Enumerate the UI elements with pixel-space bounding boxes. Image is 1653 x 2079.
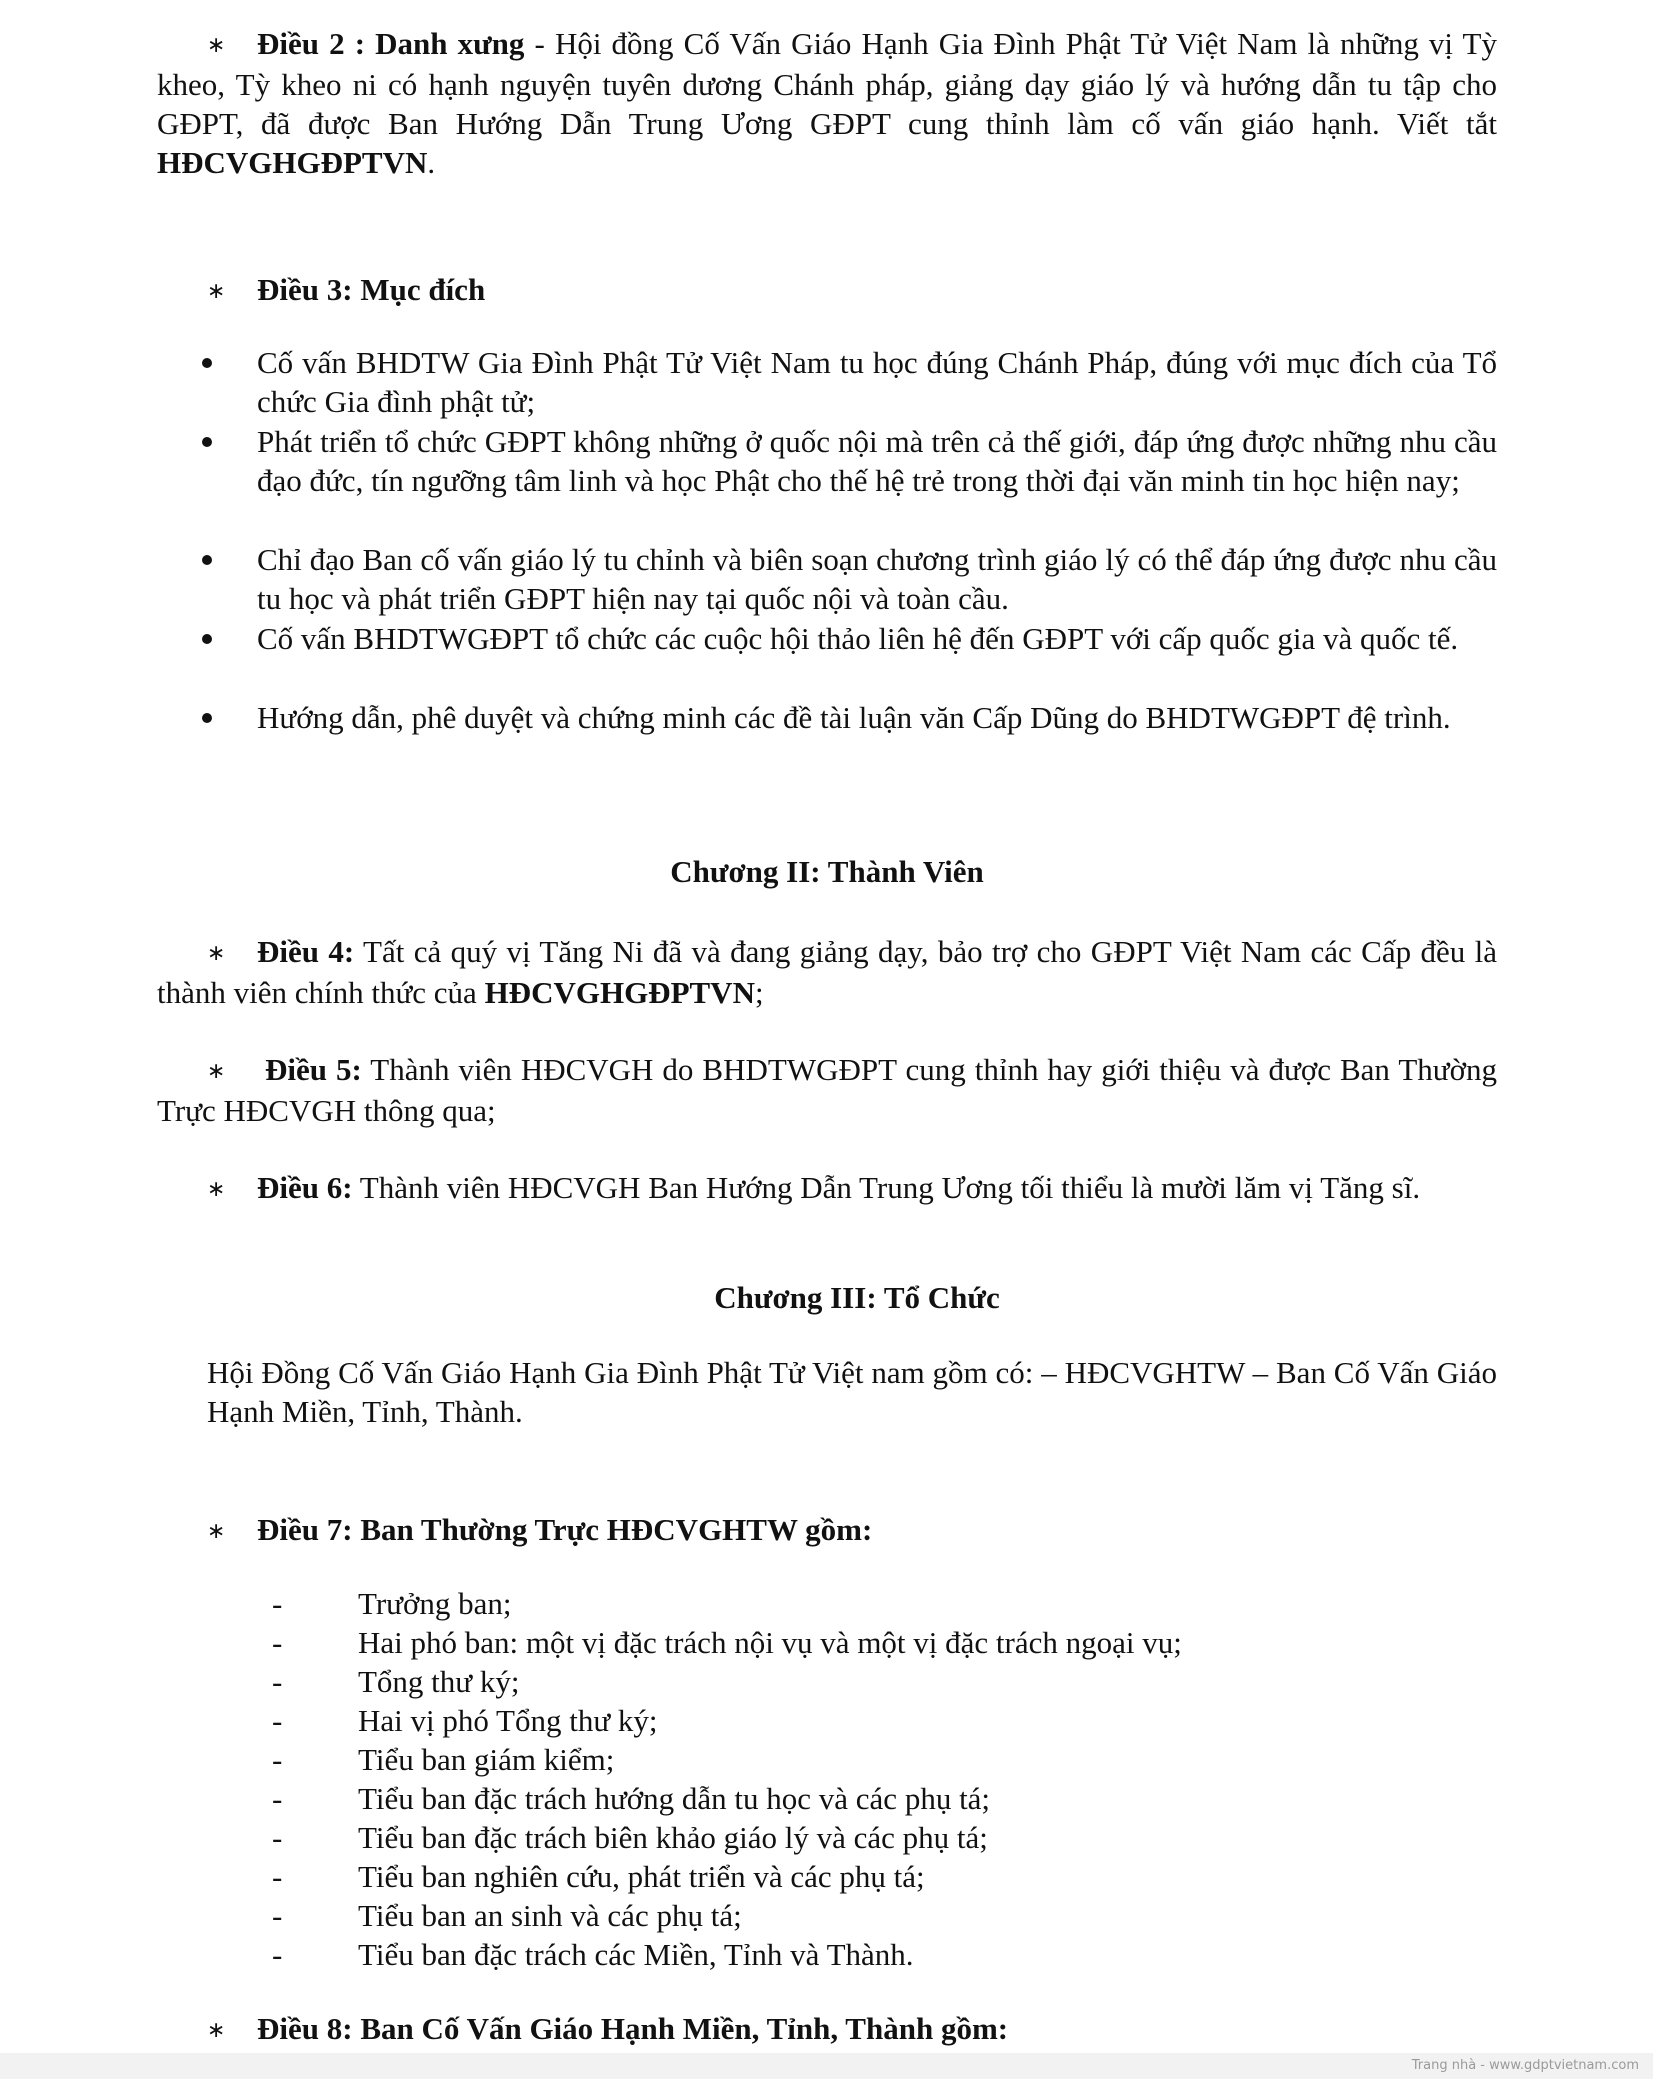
- article-8-title: Điều 8: Ban Cố Vấn Giáo Hạnh Miền, Tỉnh, Thành gồm:: [257, 2011, 1009, 2046]
- chapter-3-intro: Hội Đồng Cố Vấn Giáo Hạnh Gia Đình Phật Tử Việt nam gồm có: – HĐCVGHTW – Ban Cố Vấn Giáo Hạnh Miền, Tỉnh, Thành.: [207, 1355, 1497, 1429]
- article-4-tail: ;: [754, 975, 764, 1010]
- asterisk-icon: ∗: [207, 2018, 226, 2043]
- bullet-text: Chỉ đạo Ban cố vấn giáo lý tu chỉnh và biên soạn chương trình giáo lý có thể đáp ứng được nhu cầu tu học và phát triển GĐPT hiện nay tại quốc nội và toàn cầu.: [257, 542, 1497, 616]
- list-item-text: Tiểu ban nghiên cứu, phát triển và các phụ tá;: [358, 1859, 925, 1894]
- asterisk-icon: ∗: [207, 279, 226, 304]
- list-item: [272, 1623, 1182, 1662]
- article-3-title: Điều 3: Mục đích: [257, 272, 486, 307]
- list-item-text: Tiểu ban đặc trách các Miền, Tỉnh và Thành.: [358, 1937, 914, 1972]
- dash-marker: -: [272, 1664, 283, 1699]
- article-4-text: Tất cả quý vị Tăng Ni đã và đang giảng dạy, bảo trợ cho GĐPT Việt Nam các Cấp đều là thành viên chính thức của: [157, 934, 1497, 1010]
- dash-marker: -: [272, 1703, 283, 1738]
- dash-marker: -: [272, 1898, 283, 1933]
- dash-marker: -: [272, 1781, 283, 1816]
- article-2-label: Điều 2 : Danh xưng: [257, 26, 525, 61]
- footer-watermark: Trang nhà - www.gdptvietnam.com: [1411, 2058, 1639, 2073]
- asterisk-icon: ∗: [207, 1059, 226, 1084]
- article-5-label: Điều 5:: [265, 1052, 362, 1087]
- list-item-text: Tiểu ban an sinh và các phụ tá;: [358, 1898, 742, 1933]
- list-item: [272, 1935, 914, 1974]
- bullet-dot-icon: [202, 555, 212, 565]
- bullet-text: Hướng dẫn, phê duyệt và chứng minh các đề tài luận văn Cấp Dũng do BHDTWGĐPT đệ trình.: [257, 700, 1451, 735]
- bullet-dot-icon: [202, 634, 212, 644]
- list-item: [272, 1779, 991, 1818]
- list-item: [272, 1857, 925, 1896]
- chapter-3-heading: Chương III: Tổ Chức: [714, 1280, 1000, 1315]
- bullet-text: Cố vấn BHDTWGĐPT tổ chức các cuộc hội thảo liên hệ đến GĐPT với cấp quốc gia và quốc tế.: [257, 621, 1459, 656]
- list-item-text: Tiểu ban đặc trách biên khảo giáo lý và các phụ tá;: [358, 1820, 988, 1855]
- dash-marker: -: [272, 1859, 283, 1894]
- dash-marker: -: [272, 1586, 283, 1621]
- article-2-text: - Hội đồng Cố Vấn Giáo Hạnh Gia Đình Phật Tử Việt Nam là những vị Tỳ kheo, Tỳ kheo ni có hạnh nguyện tuyên dương Chánh pháp, giảng dạy giáo lý và hướng dẫn tu tập cho GĐPT, đã được Ban Hướng Dẫn Trung Ương GĐPT cung thỉnh làm cố vấn giáo hạnh. Viết tắt: [157, 26, 1497, 141]
- dash-marker: -: [272, 1625, 283, 1660]
- list-item-text: Hai vị phó Tổng thư ký;: [358, 1703, 658, 1738]
- dash-marker: -: [272, 1820, 283, 1855]
- article-7-heading: [157, 1510, 1497, 1551]
- article-6: [157, 1168, 1557, 1209]
- bullet-text: Phát triển tổ chức GĐPT không những ở quốc nội mà trên cả thế giới, đáp ứng được những nhu cầu đạo đức, tín ngưỡng tâm linh và học Phật cho thế hệ trẻ trong thời đại văn minh tin học hiện nay;: [257, 424, 1497, 498]
- list-item: [272, 1740, 615, 1779]
- article-2: [157, 24, 1497, 182]
- article-5: [157, 1050, 1497, 1130]
- list-item: [272, 1701, 658, 1740]
- article-6-label: Điều 6:: [257, 1170, 353, 1205]
- bullet-text: Cố vấn BHDTW Gia Đình Phật Tử Việt Nam tu học đúng Chánh Pháp, đúng với mục đích của Tổ chức Gia đình phật tử;: [257, 345, 1497, 419]
- article-7-title: Điều 7: Ban Thường Trực HĐCVGHTW gồm:: [257, 1512, 873, 1547]
- article-4-label: Điều 4:: [257, 934, 355, 969]
- article-3-heading: [157, 270, 1497, 311]
- asterisk-icon: ∗: [207, 941, 226, 966]
- dash-marker: -: [272, 1742, 283, 1777]
- chapter-2-heading: Chương II: Thành Viên: [670, 854, 984, 889]
- asterisk-icon: ∗: [207, 1519, 226, 1544]
- article-2-tail: .: [427, 145, 436, 180]
- bullet-dot-icon: [202, 713, 212, 723]
- list-item: [272, 1818, 988, 1857]
- article-5-text: Thành viên HĐCVGH do BHDTWGĐPT cung thỉnh hay giới thiệu và được Ban Thường Trực HĐCVGH thông qua;: [157, 1052, 1497, 1128]
- list-item-text: Hai phó ban: một vị đặc trách nội vụ và một vị đặc trách ngoại vụ;: [358, 1625, 1182, 1660]
- list-item-text: Trưởng ban;: [358, 1586, 512, 1621]
- article-4-abbr: HĐCVGHGĐPTVN: [484, 975, 755, 1010]
- article-2-abbr: HĐCVGHGĐPTVN: [157, 145, 428, 180]
- list-item-text: Tiểu ban đặc trách hướng dẫn tu học và các phụ tá;: [358, 1781, 991, 1816]
- asterisk-icon: ∗: [207, 33, 226, 58]
- list-item: [272, 1662, 520, 1701]
- article-6-text: Thành viên HĐCVGH Ban Hướng Dẫn Trung Ương tối thiểu là mười lăm vị Tăng sĩ.: [352, 1170, 1421, 1205]
- list-item-text: Tổng thư ký;: [358, 1664, 520, 1699]
- bullet-dot-icon: [202, 437, 212, 447]
- list-item-text: Tiểu ban giám kiểm;: [358, 1742, 615, 1777]
- footer-bar: [0, 2053, 1653, 2079]
- list-item: [272, 1896, 742, 1935]
- article-4: [157, 932, 1497, 1012]
- list-item: [272, 1584, 512, 1623]
- asterisk-icon: ∗: [207, 1177, 226, 1202]
- dash-marker: -: [272, 1937, 283, 1972]
- bullet-dot-icon: [202, 358, 212, 368]
- article-8-heading: [157, 2009, 1497, 2050]
